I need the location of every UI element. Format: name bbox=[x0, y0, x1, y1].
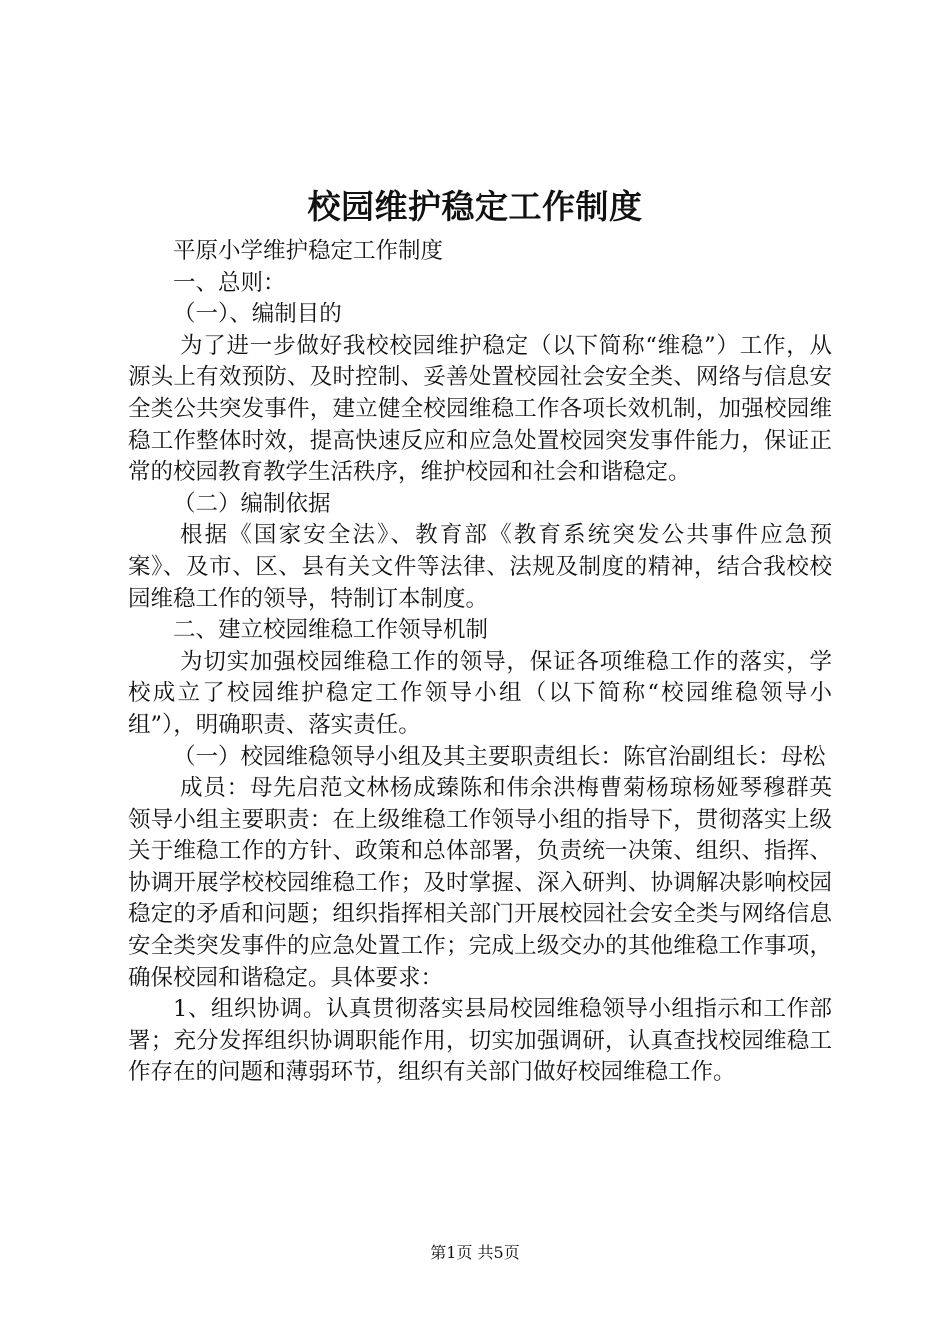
section-heading: 一、总则： bbox=[173, 269, 286, 296]
school-subtitle: 平原小学维护稳定工作制度 bbox=[173, 238, 444, 264]
subsection-heading: （一）校园维稳领导小组及其主要职责组长：陈官治副组长：母松 bbox=[173, 743, 826, 770]
subsection-heading: （二）编制依据 bbox=[173, 490, 331, 517]
list-item: 1、组织协调。认真贯彻落实县局校园维稳领导小组指示和工作部署；充分发挥组织协调职能作用，切实加强调研，认真查找校园维稳工作存在的问题和薄弱环节，组织有关部门做好校园维稳工作。 bbox=[128, 996, 832, 1086]
page-number: 第1页 共5页 bbox=[430, 1243, 520, 1262]
subsection-heading: （一）、编制目的 bbox=[173, 301, 342, 328]
body-paragraph: 为了进一步做好我校校园维护稳定（以下简称“维稳”）工作，从源头上有效预防、及时控制、妥善处置校园社会安全类、网络与信息安全类公共突发事件，建立健全校园维稳工作各项长效机制，加强校园维稳工作整体时效，提高快速反应和应急处置校园突发事件能力，保证正常的校园教育教学生活秩序，维护校园和社会和谐稳定。 bbox=[128, 332, 832, 486]
document-title: 校园维护稳定工作制度 bbox=[307, 187, 643, 226]
section-heading: 二、建立校园维稳工作领导机制 bbox=[173, 617, 489, 644]
body-paragraph: 为切实加强校园维稳工作的领导，保证各项维稳工作的落实，学校成立了校园维护稳定工作领导小组（以下简称“校园维稳领导小组”），明确职责、落实责任。 bbox=[128, 648, 832, 738]
document-body bbox=[128, 236, 832, 1089]
body-paragraph: 成员：母先启范文林杨成臻陈和伟余洪梅曹菊杨琼杨娅琴穆群英领导小组主要职责：在上级维稳工作领导小组的指导下，贯彻落实上级关于维稳工作的方针、政策和总体部署，负责统一决策、组织、指挥、协调开展学校校园维稳工作；及时掌握、深入研判、协调解决影响校园稳定的矛盾和问题；组织指挥相关部门开展校园社会安全类与网络信息安全类突发事件的应急处置工作；完成上级交办的其他维稳工作事项，确保校园和谐稳定。具体要求： bbox=[128, 775, 832, 991]
body-paragraph: 根据《国家安全法》、教育部《教育系统突发公共事件应急预案》、及市、区、县有关文件等法律、法规及制度的精神，结合我校校园维稳工作的领导，特制订本制度。 bbox=[128, 522, 832, 612]
